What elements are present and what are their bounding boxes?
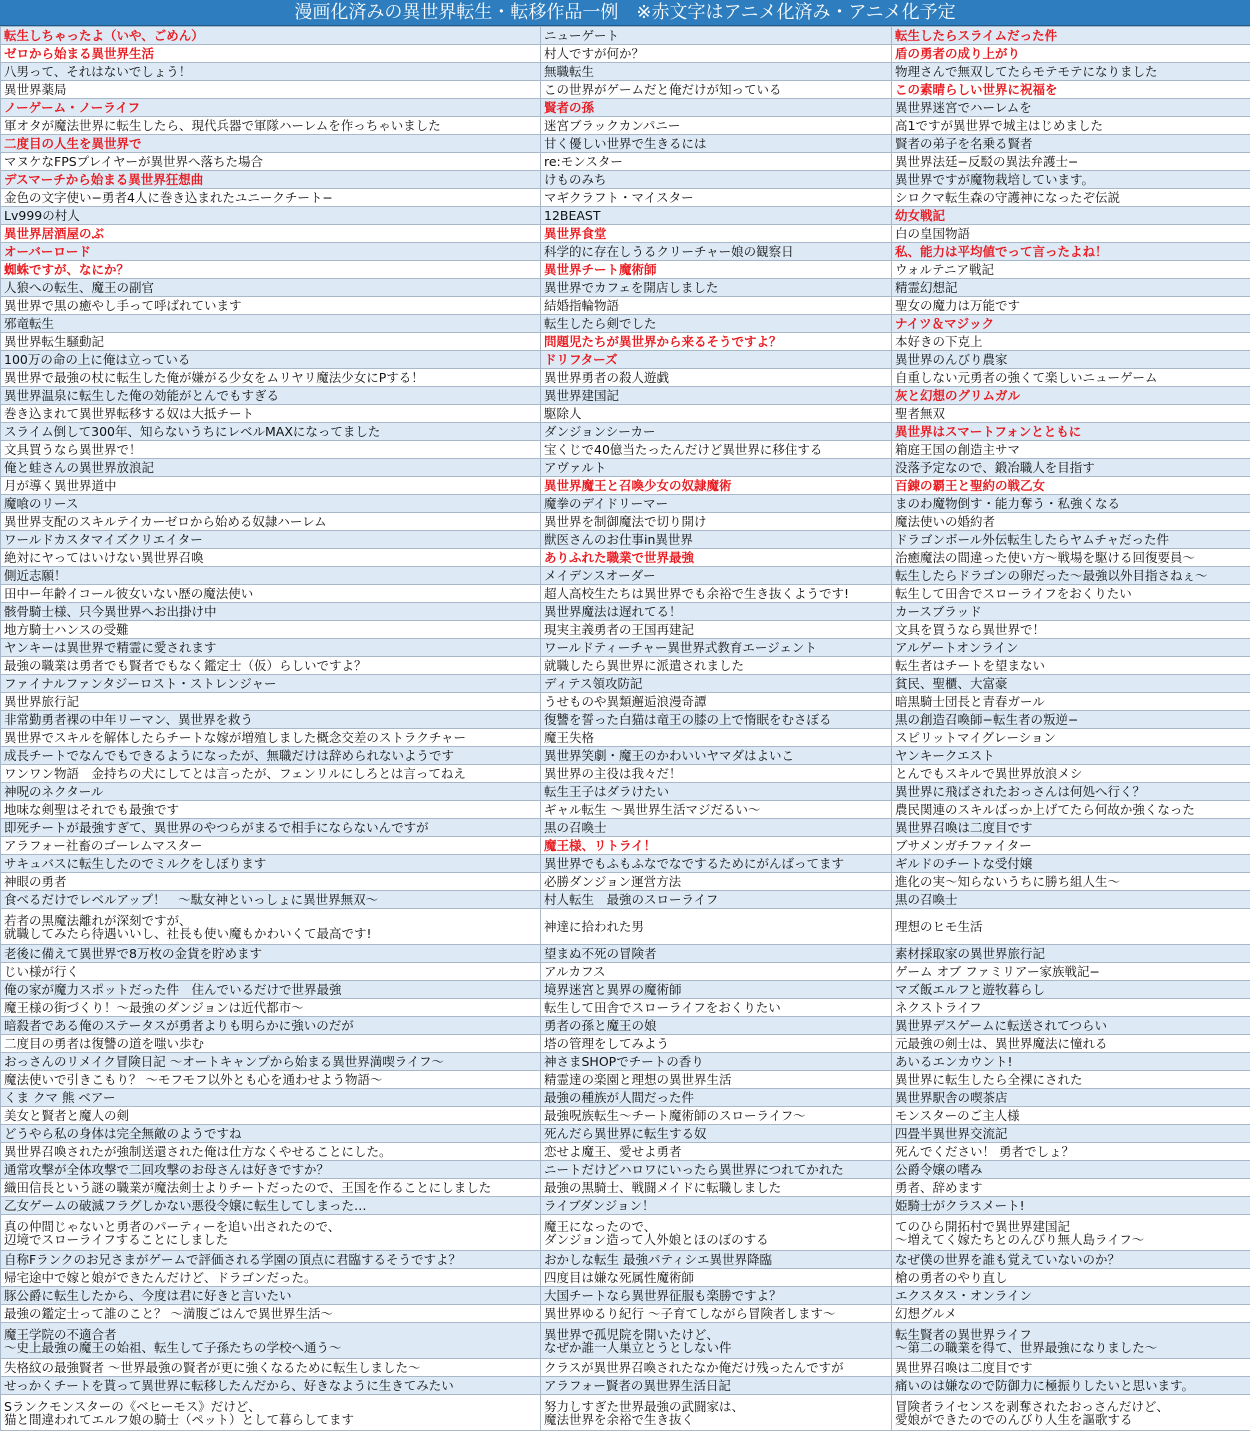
table-cell[interactable]: 百錬の覇王と聖約の戦乙女 bbox=[892, 477, 1250, 495]
table-cell[interactable]: ワンワン物語 金持ちの犬にしてとは言ったが、フェンリルにしろとは言ってねえ bbox=[1, 765, 541, 783]
title-table bbox=[0, 26, 1250, 1431]
table-cell[interactable]: 転生者はチートを望まない bbox=[892, 657, 1250, 675]
table-row bbox=[1, 1125, 1250, 1143]
table-cell[interactable]: うせものや異類邂逅浪漫奇譚 bbox=[541, 693, 892, 711]
table-cell[interactable]: 魔法使いで引きこもり？ 〜モフモフ以外とも心を通わせよう物語〜 bbox=[1, 1071, 541, 1089]
table-cell[interactable]: 食べるだけでレベルアップ！ 〜駄女神といっしょに異世界無双〜 bbox=[1, 891, 541, 909]
table-cell[interactable]: 異世界のんびり農家 bbox=[892, 351, 1250, 369]
table-cell[interactable]: ドラゴンボール外伝転生したらヤムチャだった件 bbox=[892, 531, 1250, 549]
table-cell[interactable]: 地方騎士ハンスの受難 bbox=[1, 621, 541, 639]
table-cell[interactable]: ヤンキーは異世界で精霊に愛されます bbox=[1, 639, 541, 657]
table-cell[interactable]: 魔王様、リトライ！ bbox=[541, 837, 892, 855]
table-cell[interactable]: 巻き込まれて異世界転移する奴は大抵チート bbox=[1, 405, 541, 423]
table-row bbox=[1, 1161, 1250, 1179]
table-row bbox=[1, 1053, 1250, 1071]
table-cell[interactable]: 神達に拾われた男 bbox=[541, 909, 892, 945]
table-cell[interactable]: 最強の種族が人間だった件 bbox=[541, 1089, 892, 1107]
table-cell[interactable]: 盾の勇者の成り上がり bbox=[892, 45, 1250, 63]
table-row bbox=[1, 279, 1250, 297]
table-cell[interactable]: 乙女ゲームの破滅フラグしかない悪役令嬢に転生してしまった… bbox=[1, 1197, 541, 1215]
table-cell[interactable]: 幻想グルメ bbox=[892, 1305, 1250, 1323]
table-cell[interactable]: 異世界転生騒動記 bbox=[1, 333, 541, 351]
table-cell[interactable]: モンスターのご主人様 bbox=[892, 1107, 1250, 1125]
table-row bbox=[1, 45, 1250, 63]
table-cell[interactable]: 転生して田舎でスローライフをおくりたい bbox=[541, 999, 892, 1017]
table-cell[interactable]: 没落予定なので、鍛冶職人を目指す bbox=[892, 459, 1250, 477]
table-cell[interactable]: 暗黒騎士団長と青春ガール bbox=[892, 693, 1250, 711]
table-cell[interactable]: ワールドティーチャー異世界式教育エージェント bbox=[541, 639, 892, 657]
table-cell[interactable]: この世界がゲームだと俺だけが知っている bbox=[541, 81, 892, 99]
table-row bbox=[1, 621, 1250, 639]
table-cell[interactable]: アヴァルト bbox=[541, 459, 892, 477]
table-cell[interactable]: 異世界に転生したら全裸にされた bbox=[892, 1071, 1250, 1089]
table-cell[interactable]: 豚公爵に転生したから、今度は君に好きと言いたい bbox=[1, 1287, 541, 1305]
table-cell[interactable]: 即死チートが最強すぎて、異世界のやつらがまるで相手にならないんですが bbox=[1, 819, 541, 837]
table-cell[interactable]: 異世界に飛ばされたおっさんは何処へ行く？ bbox=[892, 783, 1250, 801]
table-cell[interactable]: メイデンスオーダー bbox=[541, 567, 892, 585]
table-cell[interactable]: せっかくチートを貰って異世界に転移したんだから、好きなように生きてみたい bbox=[1, 1377, 541, 1395]
sheet-title: 漫画化済みの異世界転生・転移作品一例 ※赤文字はアニメ化済み・アニメ化予定 bbox=[0, 0, 1250, 26]
table-cell[interactable]: 異世界法廷−反駁の異法弁護士− bbox=[892, 153, 1250, 171]
table-row bbox=[1, 1017, 1250, 1035]
table-row bbox=[1, 1197, 1250, 1215]
table-cell[interactable]: ギルドのチートな受付嬢 bbox=[892, 855, 1250, 873]
table-row bbox=[1, 189, 1250, 207]
table-cell[interactable]: 文具を買うなら異世界で！ bbox=[892, 621, 1250, 639]
table-cell[interactable]: 二度目の勇者は復讐の道を嗤い歩む bbox=[1, 1035, 541, 1053]
table-cell[interactable]: ギャル転生 〜異世界生活マジだるい〜 bbox=[541, 801, 892, 819]
table-cell[interactable]: 異世界でもふもふなでなでするためにがんばってます bbox=[541, 855, 892, 873]
table-row bbox=[1, 1269, 1250, 1287]
table-cell[interactable]: 異世界召喚されたが強制送還された俺は仕方なくやせることにした。 bbox=[1, 1143, 541, 1161]
table-cell[interactable]: デスマーチから始まる異世界狂想曲 bbox=[1, 171, 541, 189]
table-row bbox=[1, 711, 1250, 729]
table-cell[interactable]: Sランクモンスターの《ベヒーモス》だけど、 猫と間違われてエルフ娘の騎士（ペット）として暮らしてます bbox=[1, 1395, 541, 1431]
table-cell[interactable]: 失格紋の最強賢者 〜世界最強の賢者が更に強くなるために転生しました〜 bbox=[1, 1359, 541, 1377]
table-cell[interactable]: 黒の召喚士 bbox=[892, 891, 1250, 909]
table-row bbox=[1, 837, 1250, 855]
table-cell[interactable]: Lv999の村人 bbox=[1, 207, 541, 225]
table-cell[interactable]: 異世界迷宮でハーレムを bbox=[892, 99, 1250, 117]
table-row bbox=[1, 117, 1250, 135]
table-cell[interactable]: 白の皇国物語 bbox=[892, 225, 1250, 243]
table-row bbox=[1, 1395, 1250, 1431]
table-cell[interactable]: 異世界食堂 bbox=[541, 225, 892, 243]
table-cell[interactable]: 魔王様の街づくり！〜最強のダンジョンは近代都市〜 bbox=[1, 999, 541, 1017]
table-row bbox=[1, 207, 1250, 225]
table-cell[interactable]: 獣医さんのお仕事in異世界 bbox=[541, 531, 892, 549]
table-cell[interactable]: 賢者の孫 bbox=[541, 99, 892, 117]
table-cell[interactable]: 本好きの下克上 bbox=[892, 333, 1250, 351]
table-cell[interactable]: クラスが異世界召喚されたなか俺だけ残ったんですが bbox=[541, 1359, 892, 1377]
table-cell[interactable]: 異世界で孤児院を開いたけど、 なぜか誰一人巣立とうとしない件 bbox=[541, 1323, 892, 1359]
table-cell[interactable]: くま クマ 熊 ベアー bbox=[1, 1089, 541, 1107]
table-cell[interactable]: 駆除人 bbox=[541, 405, 892, 423]
table-cell[interactable]: 魔拳のデイドリーマー bbox=[541, 495, 892, 513]
table-cell[interactable]: 宝くじで40億当たったんだけど異世界に移住する bbox=[541, 441, 892, 459]
table-cell[interactable]: ノーゲーム・ノーライフ bbox=[1, 99, 541, 117]
table-cell[interactable]: カースブラッド bbox=[892, 603, 1250, 621]
table-cell[interactable]: 異世界はスマートフォンとともに bbox=[892, 423, 1250, 441]
table-row bbox=[1, 135, 1250, 153]
table-cell[interactable]: アラフォー賢者の異世界生活日記 bbox=[541, 1377, 892, 1395]
table-cell[interactable]: 冒険者ライセンスを剥奪されたおっさんだけど、 愛娘ができたのでのんびり人生を謳歌する bbox=[892, 1395, 1250, 1431]
table-cell[interactable]: 異世界でスキルを解体したらチートな嫁が増殖しました概念交差のストラクチャー bbox=[1, 729, 541, 747]
table-cell[interactable]: 八男って、それはないでしょう！ bbox=[1, 63, 541, 81]
table-cell[interactable]: 異世界で黒の癒やし手って呼ばれています bbox=[1, 297, 541, 315]
table-cell[interactable]: 聖者無双 bbox=[892, 405, 1250, 423]
table-cell[interactable]: 転生王子はダラけたい bbox=[541, 783, 892, 801]
table-cell[interactable]: ドリフターズ bbox=[541, 351, 892, 369]
table-cell[interactable]: 村人ですが何か？ bbox=[541, 45, 892, 63]
table-cell[interactable]: 異世界でカフェを開店しました bbox=[541, 279, 892, 297]
table-cell[interactable]: 私、能力は平均値でって言ったよね！ bbox=[892, 243, 1250, 261]
table-cell[interactable]: あいるエンカウント! bbox=[892, 1053, 1250, 1071]
table-cell[interactable]: なぜ僕の世界を誰も覚えていないのか？ bbox=[892, 1251, 1250, 1269]
table-cell[interactable]: 地味な剣聖はそれでも最強です bbox=[1, 801, 541, 819]
table-cell[interactable]: ナイツ＆マジック bbox=[892, 315, 1250, 333]
table-row bbox=[1, 423, 1250, 441]
table-row bbox=[1, 1359, 1250, 1377]
table-cell[interactable]: 異世界召喚は二度目です bbox=[892, 819, 1250, 837]
table-cell[interactable]: マギクラフト・マイスター bbox=[541, 189, 892, 207]
table-cell[interactable]: ゲーム オブ ファミリアー家族戦記− bbox=[892, 963, 1250, 981]
table-row bbox=[1, 729, 1250, 747]
table-row bbox=[1, 243, 1250, 261]
table-cell[interactable]: アルゲートオンライン bbox=[892, 639, 1250, 657]
table-cell[interactable]: 邪竜転生 bbox=[1, 315, 541, 333]
table-cell[interactable]: この素晴らしい世界に祝福を bbox=[892, 81, 1250, 99]
table-cell[interactable]: 異世界デスゲームに転送されてつらい bbox=[892, 1017, 1250, 1035]
table-cell[interactable]: 12BEAST bbox=[541, 207, 892, 225]
table-cell[interactable]: 異世界駅舎の喫茶店 bbox=[892, 1089, 1250, 1107]
table-row bbox=[1, 333, 1250, 351]
table-cell[interactable]: じい様が行く bbox=[1, 963, 541, 981]
table-cell[interactable]: ダンジョンシーカー bbox=[541, 423, 892, 441]
table-cell[interactable]: 自重しない元勇者の強くて楽しいニューゲーム bbox=[892, 369, 1250, 387]
table-row bbox=[1, 639, 1250, 657]
table-row bbox=[1, 819, 1250, 837]
table-cell[interactable]: 聖女の魔力は万能です bbox=[892, 297, 1250, 315]
table-cell[interactable]: 俺の家が魔力スポットだった件 住んでいるだけで世界最強 bbox=[1, 981, 541, 999]
table-cell[interactable]: 四度目は嫌な死属性魔術師 bbox=[541, 1269, 892, 1287]
table-cell[interactable]: 物理さんで無双してたらモテモテになりました bbox=[892, 63, 1250, 81]
table-cell[interactable]: 黒の召喚士 bbox=[541, 819, 892, 837]
table-cell[interactable]: 村人転生 最強のスローライフ bbox=[541, 891, 892, 909]
table-cell[interactable]: 塔の管理をしてみよう bbox=[541, 1035, 892, 1053]
table-cell[interactable]: 転生したらスライムだった件 bbox=[892, 27, 1250, 45]
table-row bbox=[1, 225, 1250, 243]
table-cell[interactable]: 結婚指輪物語 bbox=[541, 297, 892, 315]
table-cell[interactable]: 努力しすぎた世界最強の武闘家は、 魔法世界を余裕で生き抜く bbox=[541, 1395, 892, 1431]
table-cell[interactable]: 異世界笑劇・魔王のかわいいヤマダはよいこ bbox=[541, 747, 892, 765]
table-cell[interactable]: 痛いのは嫌なので防御力に極振りしたいと思います。 bbox=[892, 1377, 1250, 1395]
table-cell[interactable]: 必勝ダンジョン運営方法 bbox=[541, 873, 892, 891]
table-cell[interactable]: 軍オタが魔法世界に転生したら、現代兵器で軍隊ハーレムを作っちゃいました bbox=[1, 117, 541, 135]
table-cell[interactable]: 異世界召喚は二度目です bbox=[892, 1359, 1250, 1377]
table-cell[interactable]: 幼女戦記 bbox=[892, 207, 1250, 225]
table-row bbox=[1, 153, 1250, 171]
table-cell[interactable]: 田中ー年齢イコール彼女いない歴の魔法使い bbox=[1, 585, 541, 603]
table-row bbox=[1, 405, 1250, 423]
table-row bbox=[1, 999, 1250, 1017]
table-cell[interactable]: 農民関連のスキルばっか上げてたら何故か強くなった bbox=[892, 801, 1250, 819]
table-cell[interactable]: 四畳半異世界交流記 bbox=[892, 1125, 1250, 1143]
table-row bbox=[1, 1107, 1250, 1125]
table-cell[interactable]: 人狼への転生、魔王の副官 bbox=[1, 279, 541, 297]
table-cell[interactable]: 神眼の勇者 bbox=[1, 873, 541, 891]
table-body bbox=[1, 27, 1250, 1431]
table-cell[interactable]: スライム倒して300年、知らないうちにレベルMAXになってました bbox=[1, 423, 541, 441]
table-cell[interactable]: ウォルテニア戦記 bbox=[892, 261, 1250, 279]
table-row bbox=[1, 297, 1250, 315]
table-cell[interactable]: 異世界で最強の杖に転生した俺が嫌がる少女をムリヤリ魔法少女にPする！ bbox=[1, 369, 541, 387]
table-row bbox=[1, 567, 1250, 585]
table-row bbox=[1, 1323, 1250, 1359]
table-cell[interactable]: 恋せよ魔王、愛せよ勇者 bbox=[541, 1143, 892, 1161]
table-row bbox=[1, 315, 1250, 333]
table-cell[interactable]: 魔王になったので、 ダンジョン造って人外娘とほのぼのする bbox=[541, 1215, 892, 1251]
table-row bbox=[1, 99, 1250, 117]
table-cell[interactable]: 望まぬ不死の冒険者 bbox=[541, 945, 892, 963]
table-cell[interactable]: 魔法使いの婚約者 bbox=[892, 513, 1250, 531]
table-cell[interactable]: 異世界勇者の殺人遊戯 bbox=[541, 369, 892, 387]
table-cell[interactable]: ネクストライフ bbox=[892, 999, 1250, 1017]
table-cell[interactable]: 成長チートでなんでもできるようになったが、無職だけは辞められないようです bbox=[1, 747, 541, 765]
table-cell[interactable]: 異世界魔法は遅れてる！ bbox=[541, 603, 892, 621]
table-cell[interactable]: マズ飯エルフと遊牧暮らし bbox=[892, 981, 1250, 999]
table-cell[interactable]: 月が導く異世界道中 bbox=[1, 477, 541, 495]
table-cell[interactable]: 姫騎士がクラスメート! bbox=[892, 1197, 1250, 1215]
table-row bbox=[1, 27, 1250, 45]
table-cell[interactable]: 異世界ゆるり紀行 〜子育てしながら冒険者します〜 bbox=[541, 1305, 892, 1323]
table-cell[interactable]: ヤンキークエスト bbox=[892, 747, 1250, 765]
table-cell[interactable]: 自称Fランクのお兄さまがゲームで評価される学園の頂点に君臨するそうですよ？ bbox=[1, 1251, 541, 1269]
table-cell[interactable]: 魔王学院の不適合者 〜史上最強の魔王の始祖、転生して子孫たちの学校へ通う〜 bbox=[1, 1323, 541, 1359]
table-row bbox=[1, 1071, 1250, 1089]
table-cell[interactable]: ライブダンジョン！ bbox=[541, 1197, 892, 1215]
table-row bbox=[1, 1251, 1250, 1269]
table-cell[interactable]: 転生しちゃったよ（いや、ごめん） bbox=[1, 27, 541, 45]
table-row bbox=[1, 387, 1250, 405]
table-cell[interactable]: とんでもスキルで異世界放浪メシ bbox=[892, 765, 1250, 783]
table-cell[interactable]: 通常攻撃が全体攻撃で二回攻撃のお母さんは好きですか？ bbox=[1, 1161, 541, 1179]
table-cell[interactable]: 織田信長という謎の職業が魔法剣士よりチートだったので、王国を作ることにしました bbox=[1, 1179, 541, 1197]
table-row bbox=[1, 63, 1250, 81]
table-row bbox=[1, 585, 1250, 603]
table-cell[interactable]: ニューゲート bbox=[541, 27, 892, 45]
table-cell[interactable]: おっさんのリメイク冒険日記 〜オートキャンプから始まる異世界満喫ライフ〜 bbox=[1, 1053, 541, 1071]
table-cell[interactable]: 神呪のネクタール bbox=[1, 783, 541, 801]
table-row bbox=[1, 603, 1250, 621]
table-cell[interactable]: どうやら私の身体は完全無敵のようですね bbox=[1, 1125, 541, 1143]
table-cell[interactable]: 箱庭王国の創造主サマ bbox=[892, 441, 1250, 459]
table-cell[interactable]: 二度目の人生を異世界で bbox=[1, 135, 541, 153]
table-row bbox=[1, 1035, 1250, 1053]
table-row bbox=[1, 657, 1250, 675]
table-cell[interactable]: 境界迷宮と異界の魔術師 bbox=[541, 981, 892, 999]
table-cell[interactable]: 復讐を誓った白猫は竜王の膝の上で惰眠をむさぼる bbox=[541, 711, 892, 729]
table-cell[interactable]: ありふれた職業で世界最強 bbox=[541, 549, 892, 567]
table-cell[interactable]: 転生したらドラゴンの卵だった〜最強以外目指さねぇ〜 bbox=[892, 567, 1250, 585]
table-row bbox=[1, 675, 1250, 693]
table-cell[interactable]: 大国チートなら異世界征服も楽勝ですよ？ bbox=[541, 1287, 892, 1305]
table-cell[interactable]: 治癒魔法の間違った使い方〜戦場を駆ける回復要員〜 bbox=[892, 549, 1250, 567]
table-cell[interactable]: シロクマ転生森の守護神になったぞ伝説 bbox=[892, 189, 1250, 207]
table-cell[interactable]: エクスタス・オンライン bbox=[892, 1287, 1250, 1305]
table-cell[interactable]: スピリットマイグレーション bbox=[892, 729, 1250, 747]
table-cell[interactable]: 黒の創造召喚師−転生者の叛逆− bbox=[892, 711, 1250, 729]
table-row bbox=[1, 855, 1250, 873]
table-row bbox=[1, 1305, 1250, 1323]
table-row bbox=[1, 513, 1250, 531]
table-row bbox=[1, 747, 1250, 765]
table-row bbox=[1, 909, 1250, 945]
table-cell[interactable]: 素材採取家の異世界旅行記 bbox=[892, 945, 1250, 963]
table-cell[interactable]: まのわ魔物倒す・能力奪う・私強くなる bbox=[892, 495, 1250, 513]
table-cell[interactable]: サキュバスに転生したのでミルクをしぼります bbox=[1, 855, 541, 873]
table-row bbox=[1, 1287, 1250, 1305]
table-cell[interactable]: 魔王失格 bbox=[541, 729, 892, 747]
table-cell[interactable]: ディテス領攻防記 bbox=[541, 675, 892, 693]
table-cell[interactable]: 死んだら異世界に転生する奴 bbox=[541, 1125, 892, 1143]
table-cell[interactable]: 甘く優しい世界で生きるには bbox=[541, 135, 892, 153]
table-cell[interactable]: おかしな転生 最強パティシエ異世界降臨 bbox=[541, 1251, 892, 1269]
table-cell[interactable]: 神さまSHOPでチートの香り bbox=[541, 1053, 892, 1071]
table-cell[interactable]: 魔喰のリース bbox=[1, 495, 541, 513]
table-row bbox=[1, 81, 1250, 99]
table-cell[interactable]: 蜘蛛ですが、なにか？ bbox=[1, 261, 541, 279]
table-cell[interactable]: 非常勤勇者裸の中年リーマン、異世界を救う bbox=[1, 711, 541, 729]
table-cell[interactable]: 異世界支配のスキルテイカーゼロから始める奴隷ハーレム bbox=[1, 513, 541, 531]
table-row bbox=[1, 351, 1250, 369]
table-cell[interactable]: 美女と賢者と魔人の剣 bbox=[1, 1107, 541, 1125]
table-cell[interactable]: 100万の命の上に俺は立っている bbox=[1, 351, 541, 369]
table-cell[interactable]: けものみち bbox=[541, 171, 892, 189]
table-cell[interactable]: 異世界魔王と召喚少女の奴隷魔術 bbox=[541, 477, 892, 495]
table-cell[interactable]: 骸骨騎士様、只今異世界へお出掛け中 bbox=[1, 603, 541, 621]
table-row bbox=[1, 1215, 1250, 1251]
table-cell[interactable]: 精霊幻想記 bbox=[892, 279, 1250, 297]
table-row bbox=[1, 891, 1250, 909]
table-cell[interactable]: 異世界の主役は我々だ！ bbox=[541, 765, 892, 783]
table-cell[interactable]: 公爵令嬢の嗜み bbox=[892, 1161, 1250, 1179]
table-cell[interactable]: 金色の文字使い−勇者4人に巻き込まれたユニークチート− bbox=[1, 189, 541, 207]
table-cell[interactable]: 帰宅途中で嫁と娘ができたんだけど、ドラゴンだった。 bbox=[1, 1269, 541, 1287]
table-cell[interactable]: 元最強の剣士は、異世界魔法に憧れる bbox=[892, 1035, 1250, 1053]
table-cell[interactable]: 精霊達の楽園と理想の異世界生活 bbox=[541, 1071, 892, 1089]
table-cell[interactable]: 現実主義勇者の王国再建記 bbox=[541, 621, 892, 639]
table-cell[interactable]: アルカフス bbox=[541, 963, 892, 981]
table-cell[interactable]: てのひら開拓村で異世界建国記 〜増えてく嫁たちとのんびり無人島ライフ〜 bbox=[892, 1215, 1250, 1251]
table-cell[interactable]: 絶対にヤってはいけない異世界召喚 bbox=[1, 549, 541, 567]
table-row bbox=[1, 495, 1250, 513]
table-cell[interactable]: 高1ですが異世界で城主はじめました bbox=[892, 117, 1250, 135]
table-cell[interactable]: 俺と蛙さんの異世界放浪記 bbox=[1, 459, 541, 477]
table-row bbox=[1, 693, 1250, 711]
table-row bbox=[1, 459, 1250, 477]
table-cell[interactable]: 異世界を制御魔法で切り開け bbox=[541, 513, 892, 531]
table-row bbox=[1, 765, 1250, 783]
table-row bbox=[1, 1377, 1250, 1395]
table-cell[interactable]: ワールドカスタマイズクリエイター bbox=[1, 531, 541, 549]
table-cell[interactable]: re:モンスター bbox=[541, 153, 892, 171]
table-cell[interactable]: 異世界薬局 bbox=[1, 81, 541, 99]
table-cell[interactable]: 転生したら剣でした bbox=[541, 315, 892, 333]
table-cell[interactable]: 賢者の弟子を名乗る賢者 bbox=[892, 135, 1250, 153]
table-cell[interactable]: 科学的に存在しうるクリーチャー娘の観察日 bbox=[541, 243, 892, 261]
table-cell[interactable]: オーバーロード bbox=[1, 243, 541, 261]
table-cell[interactable]: 死んでください！ 勇者でしょ？ bbox=[892, 1143, 1250, 1161]
table-cell[interactable]: 迷宮ブラックカンパニー bbox=[541, 117, 892, 135]
table-row bbox=[1, 171, 1250, 189]
table-cell[interactable]: 問題児たちが異世界から来るそうですよ？ bbox=[541, 333, 892, 351]
table-cell[interactable]: 無職転生 bbox=[541, 63, 892, 81]
table-row bbox=[1, 477, 1250, 495]
table-cell[interactable]: 最強の鑑定士って誰のこと？ 〜満腹ごはんで異世界生活〜 bbox=[1, 1305, 541, 1323]
table-row bbox=[1, 1089, 1250, 1107]
table-cell[interactable]: 就職したら異世界に派遣されました bbox=[541, 657, 892, 675]
table-cell[interactable]: 異世界チート魔術師 bbox=[541, 261, 892, 279]
table-cell[interactable]: 最強の黒騎士、戦闘メイドに転職しました bbox=[541, 1179, 892, 1197]
table-row bbox=[1, 783, 1250, 801]
table-cell[interactable]: ブサメンガチファイター bbox=[892, 837, 1250, 855]
table-cell[interactable]: 真の仲間じゃないと勇者のパーティーを追い出されたので、 辺境でスローライフすることにしました bbox=[1, 1215, 541, 1251]
table-cell[interactable]: 異世界建国記 bbox=[541, 387, 892, 405]
table-row bbox=[1, 963, 1250, 981]
table-cell[interactable]: ゼロから始まる異世界生活 bbox=[1, 45, 541, 63]
table-cell[interactable]: 灰と幻想のグリムガル bbox=[892, 387, 1250, 405]
table-cell[interactable]: 転生賢者の異世界ライフ 〜第二の職業を得て、世界最強になりました〜 bbox=[892, 1323, 1250, 1359]
table-row bbox=[1, 873, 1250, 891]
table-cell[interactable]: マヌケなFPSプレイヤーが異世界へ落ちた場合 bbox=[1, 153, 541, 171]
table-row bbox=[1, 369, 1250, 387]
table-row bbox=[1, 549, 1250, 567]
table-row bbox=[1, 801, 1250, 819]
table-cell[interactable]: 最強呪族転生〜チート魔術師のスローライフ〜 bbox=[541, 1107, 892, 1125]
table-cell[interactable]: 貧民、聖櫃、大富豪 bbox=[892, 675, 1250, 693]
table-cell[interactable]: 異世界温泉に転生した俺の効能がとんでもすぎる bbox=[1, 387, 541, 405]
table-cell[interactable]: 異世界ですが魔物栽培しています。 bbox=[892, 171, 1250, 189]
table-row bbox=[1, 945, 1250, 963]
table-row bbox=[1, 441, 1250, 459]
table-cell[interactable]: アラフォー社畜のゴーレムマスター bbox=[1, 837, 541, 855]
table-cell[interactable]: 勇者の孫と魔王の娘 bbox=[541, 1017, 892, 1035]
table-row bbox=[1, 1179, 1250, 1197]
table-row bbox=[1, 531, 1250, 549]
table-cell[interactable]: ファイナルファンタジーロスト・ストレンジャー bbox=[1, 675, 541, 693]
table-cell[interactable]: 老後に備えて異世界で8万枚の金貨を貯めます bbox=[1, 945, 541, 963]
table-cell[interactable]: 転生して田舎でスローライフをおくりたい bbox=[892, 585, 1250, 603]
table-row bbox=[1, 1143, 1250, 1161]
table-cell[interactable]: 文具買うなら異世界で！ bbox=[1, 441, 541, 459]
table-cell[interactable]: 暗殺者である俺のステータスが勇者よりも明らかに強いのだが bbox=[1, 1017, 541, 1035]
table-cell[interactable]: 勇者、辞めます bbox=[892, 1179, 1250, 1197]
table-cell[interactable]: 理想のヒモ生活 bbox=[892, 909, 1250, 945]
table-cell[interactable]: 最強の職業は勇者でも賢者でもなく鑑定士（仮）らしいですよ？ bbox=[1, 657, 541, 675]
table-row bbox=[1, 981, 1250, 999]
table-cell[interactable]: 超人高校生たちは異世界でも余裕で生き抜くようです! bbox=[541, 585, 892, 603]
table-cell[interactable]: 進化の実〜知らないうちに勝ち組人生〜 bbox=[892, 873, 1250, 891]
table-cell[interactable]: 異世界旅行記 bbox=[1, 693, 541, 711]
table-cell[interactable]: 側近志願！ bbox=[1, 567, 541, 585]
table-cell[interactable]: ニートだけどハロワにいったら異世界につれてかれた bbox=[541, 1161, 892, 1179]
table-cell[interactable]: 異世界居酒屋のぶ bbox=[1, 225, 541, 243]
table-row bbox=[1, 261, 1250, 279]
table-cell[interactable]: 若者の黒魔法離れが深刻ですが、 就職してみたら待遇いいし、社長も使い魔もかわいくて最高です! bbox=[1, 909, 541, 945]
table-cell[interactable]: 槍の勇者のやり直し bbox=[892, 1269, 1250, 1287]
